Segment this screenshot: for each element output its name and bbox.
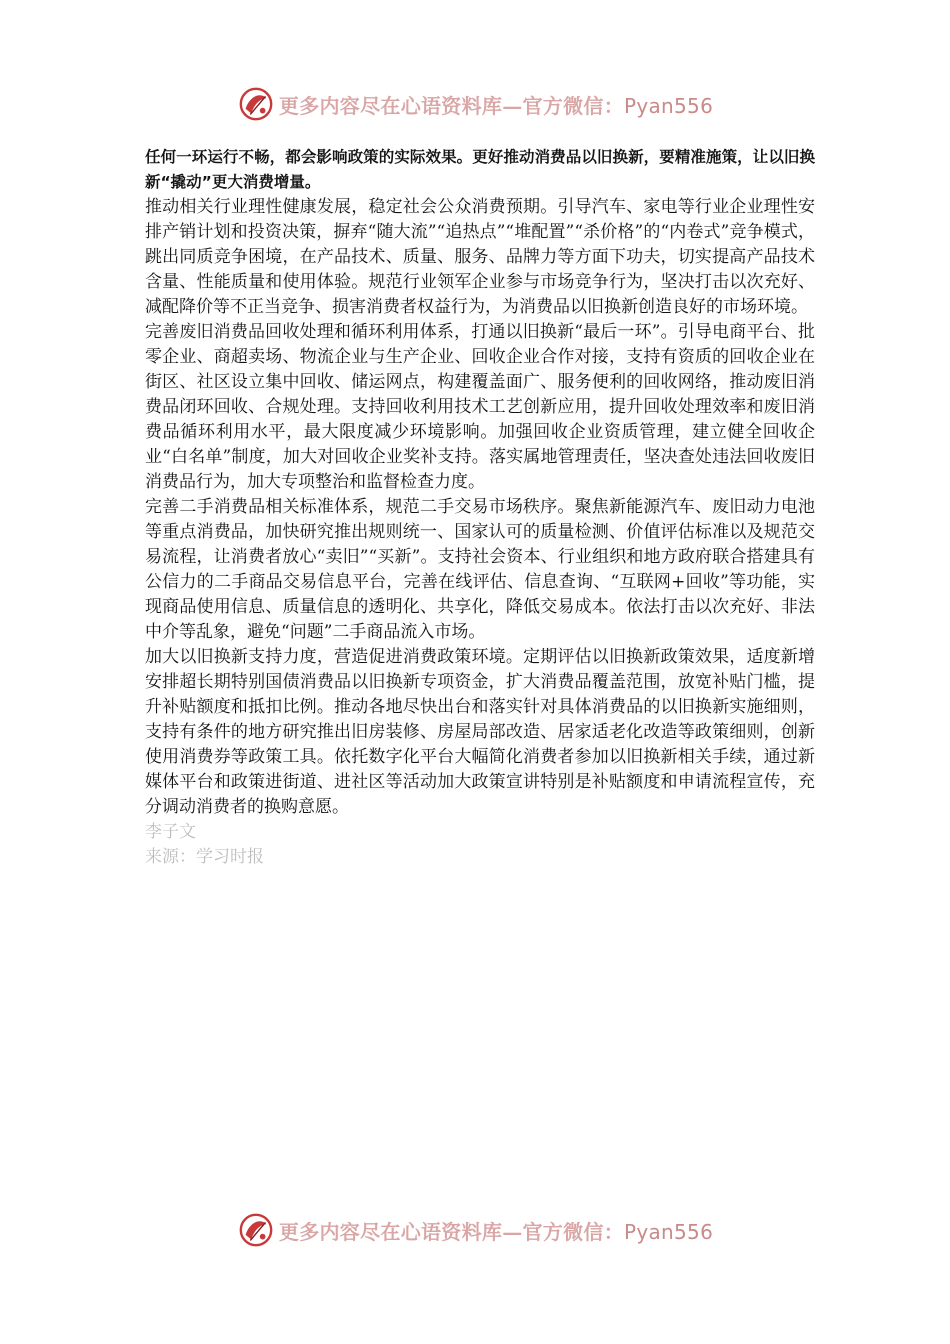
banner-wechat-id: Pyan556 (624, 1219, 714, 1244)
banner-text (279, 90, 713, 119)
article-body (145, 145, 815, 870)
banner-label: 更多内容尽在心语资料库—官方微信： (278, 93, 624, 118)
paragraph: 推动相关行业理性健康发展，稳定社会公众消费预期。引导汽车、家电等行业企业理性安排产销计划和投资决策，摒弃“随大流”“追热点”“堆配置”“杀价格”的“内卷式”竞争模式，跳出同质竞争困境，在产品技术、质量、服务、品牌力等方面下功夫，切实提高产品技术含量、性能质量和使用体验。规范行业领军企业参与市场竞争行为，坚决打击以次充好、减配降价等不正当竞争、损害消费者权益行为，为消费品以旧换新创造良好的市场环境。 (145, 197, 815, 317)
paragraph: 完善废旧消费品回收处理和循环利用体系，打通以旧换新“最后一环”。引导电商平台、批零企业、商超卖场、物流企业与生产企业、回收企业合作对接，支持有资质的回收企业在街区、社区设立集中回收、储运网点，构建覆盖面广、服务便利的回收网络，推动废旧消费品闭环回收、合规处理。支持回收利用技术工艺创新应用，提升回收处理效率和废旧消费品循环利用水平，最大限度减少环境影响。加强回收企业资质管理，建立健全回收企业“白名单”制度，加大对回收企业奖补支持。落实属地管理责任，坚决查处违法回收废旧消费品行为，加大专项整治和监督检查力度。 (145, 322, 815, 492)
paragraph: 完善二手消费品相关标准体系，规范二手交易市场秩序。聚焦新能源汽车、废旧动力电池等重点消费品，加快研究推出规则统一、国家认可的质量检测、价值评估标准以及规范交易流程，让消费者放心“卖旧”“买新”。支持社会资本、行业组织和地方政府联合搭建具有公信力的二手商品交易信息平台，完善在线评估、信息查询、“互联网+回收”等功能，实现商品使用信息、质量信息的透明化、共享化，降低交易成本。依法打击以次充好、非法中介等乱象，避免“问题”二手商品流入市场。 (145, 497, 815, 642)
lead-paragraph: 任何一环运行不畅，都会影响政策的实际效果。更好推动消费品以旧换新，要精准施策，让以旧换新“撬动”更大消费增量。 (145, 148, 815, 191)
logo-icon (237, 85, 275, 123)
header-banner (0, 84, 950, 124)
author: 李子文 (145, 822, 196, 842)
banner-text (279, 1216, 713, 1245)
footer-banner (0, 1210, 950, 1250)
source: 来源：学习时报 (145, 847, 264, 867)
banner-label: 更多内容尽在心语资料库—官方微信： (278, 1219, 624, 1244)
logo-icon (237, 1211, 275, 1249)
paragraph: 加大以旧换新支持力度，营造促进消费政策环境。定期评估以旧换新政策效果，适度新增安排超长期特别国债消费品以旧换新专项资金，扩大消费品覆盖范围，放宽补贴门槛，提升补贴额度和抵扣比例。推动各地尽快出台和落实针对具体消费品的以旧换新实施细则，支持有条件的地方研究推出旧房装修、房屋局部改造、居家适老化改造等政策细则，创新使用消费券等政策工具。依托数字化平台大幅简化消费者参加以旧换新相关手续，通过新媒体平台和政策进街道、进社区等活动加大政策宣讲特别是补贴额度和申请流程宣传，充分调动消费者的换购意愿。 (145, 647, 815, 817)
banner-wechat-id: Pyan556 (624, 93, 714, 118)
